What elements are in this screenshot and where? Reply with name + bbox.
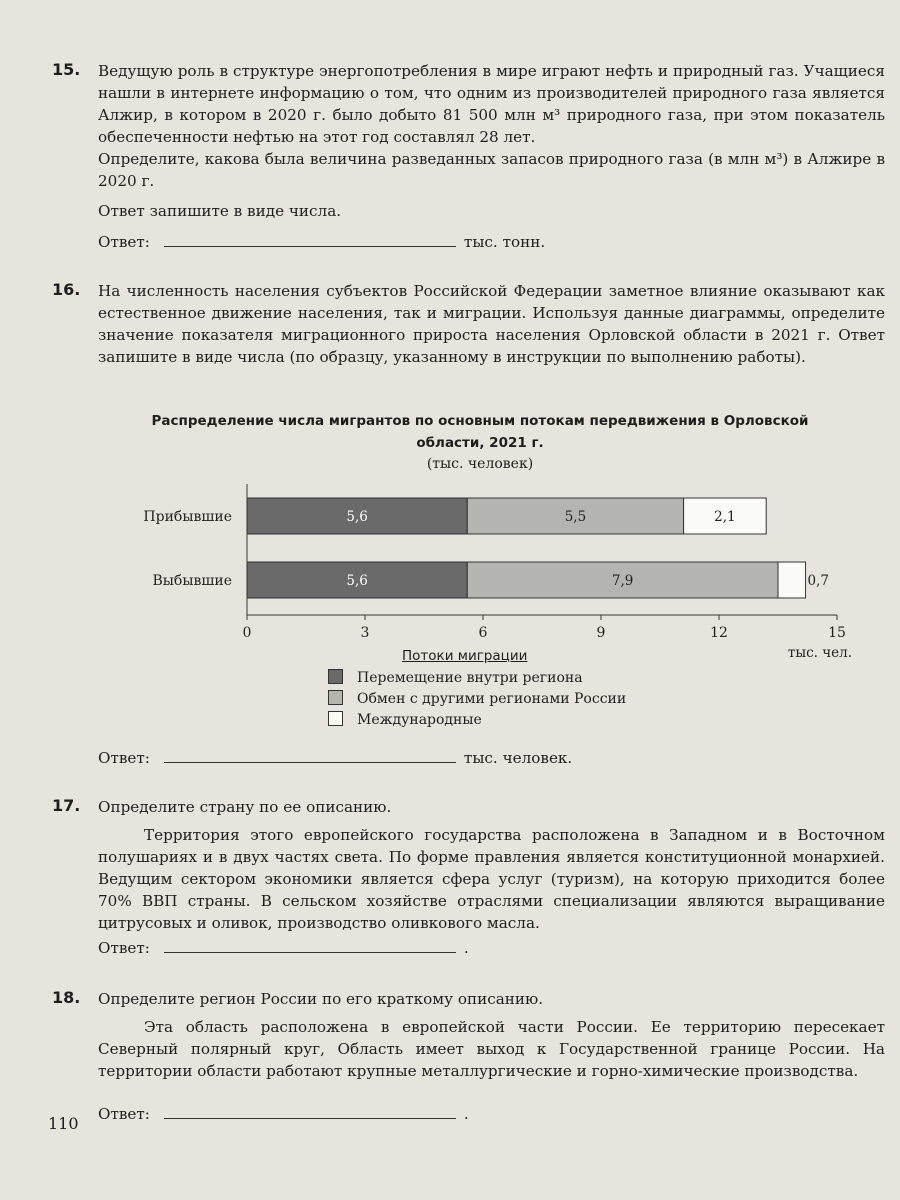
task-text: Определите страну по ее описанию. <box>98 798 392 816</box>
answer-unit: тыс. тонн. <box>463 233 546 251</box>
legend-swatch <box>328 711 343 726</box>
legend-label: Международные <box>357 712 482 728</box>
answer-row <box>98 938 469 958</box>
answer-row <box>98 748 572 768</box>
answer-unit: тыс. человек. <box>463 749 573 767</box>
task-question: Определите, какова была величина разведанных запасов природного газа (в млн м³) в Алжире в 2020 г. <box>98 150 885 190</box>
chart-title: Распределение числа мигрантов по основным потокам передвижения в Орловской области, 2021 г. <box>151 413 809 451</box>
bar-value-label: 5,6 <box>346 573 368 589</box>
legend-label: Обмен с другими регионами России <box>357 691 627 707</box>
chart-legend <box>328 648 626 731</box>
answer-label: Ответ: <box>98 939 150 957</box>
answer-input[interactable] <box>164 748 456 763</box>
x-tick-label: 15 <box>828 625 846 641</box>
answer-label: Ответ: <box>98 749 150 767</box>
task-description: Территория этого европейского государства расположена в Западном и в Восточном полушариях и в двух частях света. По форме правления является конституционной монархией. Ведущим сектором экономики является сфера услуг (туризм), на которую приходится более 70% ВВП страны. В сельском хозяйстве отраслями специализации являются выращивание цитрусовых и оливок, производство оливкового масла. <box>98 826 885 932</box>
task-number: 16. <box>52 280 81 299</box>
chart-categories <box>143 509 232 589</box>
bar-segment <box>778 562 806 598</box>
bar-value-label: 5,6 <box>346 509 368 525</box>
legend-swatch <box>328 669 343 684</box>
x-tick-label: 0 <box>242 625 252 641</box>
task-number: 15. <box>52 60 81 79</box>
answer-input[interactable] <box>164 232 456 247</box>
page-number: 110 <box>48 1114 79 1133</box>
legend-item-interregional <box>328 689 626 710</box>
task-description: Эта область расположена в европейской части России. Ее территорию пересекает Северный полярный круг, Область имеет выход к Государственной границе России. На территории области работают крупные металлургические и горно-химические производства. <box>98 1018 885 1080</box>
answer-input[interactable] <box>164 1104 456 1119</box>
legend-title: Потоки миграции <box>402 648 528 664</box>
x-axis-label: тыс. чел. <box>787 645 852 661</box>
x-tick-label: 3 <box>360 625 370 641</box>
legend-item-international <box>328 710 626 731</box>
x-tick-label: 12 <box>710 625 728 641</box>
chart-bars <box>247 498 829 598</box>
task-text: На численность населения субъектов Российской Федерации заметное влияние оказывают как естественное движение населения, так и миграции. Используя данные диаграммы, определите значение показателя миграционного прироста населения Орловской области в 2021 г. Ответ запишите в виде числа (по образцу, указанному в инструкции по выполнению работы). <box>98 282 885 366</box>
answer-label: Ответ: <box>98 233 150 251</box>
answer-end: . <box>463 1105 469 1123</box>
x-tick-label: 9 <box>596 625 606 641</box>
bar-value-label: 7,9 <box>611 573 634 589</box>
task-number: 18. <box>52 988 81 1007</box>
answer-label: Ответ: <box>98 1105 150 1123</box>
task-number: 17. <box>52 796 81 815</box>
x-tick-label: 6 <box>478 625 488 641</box>
category-label: Прибывшие <box>143 509 232 525</box>
legend-label: Перемещение внутри региона <box>357 670 583 686</box>
answer-input[interactable] <box>164 938 456 953</box>
answer-end: . <box>463 939 469 957</box>
task-instruction: Ответ запишите в виде числа. <box>98 202 342 220</box>
chart-subtitle: (тыс. человек) <box>426 456 534 472</box>
bar-value-label: 5,5 <box>564 509 587 525</box>
answer-row <box>98 1104 469 1124</box>
answer-row <box>98 232 545 252</box>
bar-value-label: 2,1 <box>714 509 736 525</box>
legend-item-internal <box>328 668 626 689</box>
task-text: Определите регион России по его краткому описанию. <box>98 990 544 1008</box>
bar-value-label: 0,7 <box>807 573 830 589</box>
category-label: Выбывшие <box>152 573 232 589</box>
task-text: Ведущую роль в структуре энергопотребления в мире играют нефть и природный газ. Учащиеся нашли в интернете информацию о том, что одним из производителей природного газа является Алжир, в котором в 2020 г. было добыто 81 500 млн м³ природного газа, при этом показатель обеспеченности нефтью на этот год составлял 28 лет. <box>98 62 885 146</box>
legend-swatch <box>328 690 343 705</box>
